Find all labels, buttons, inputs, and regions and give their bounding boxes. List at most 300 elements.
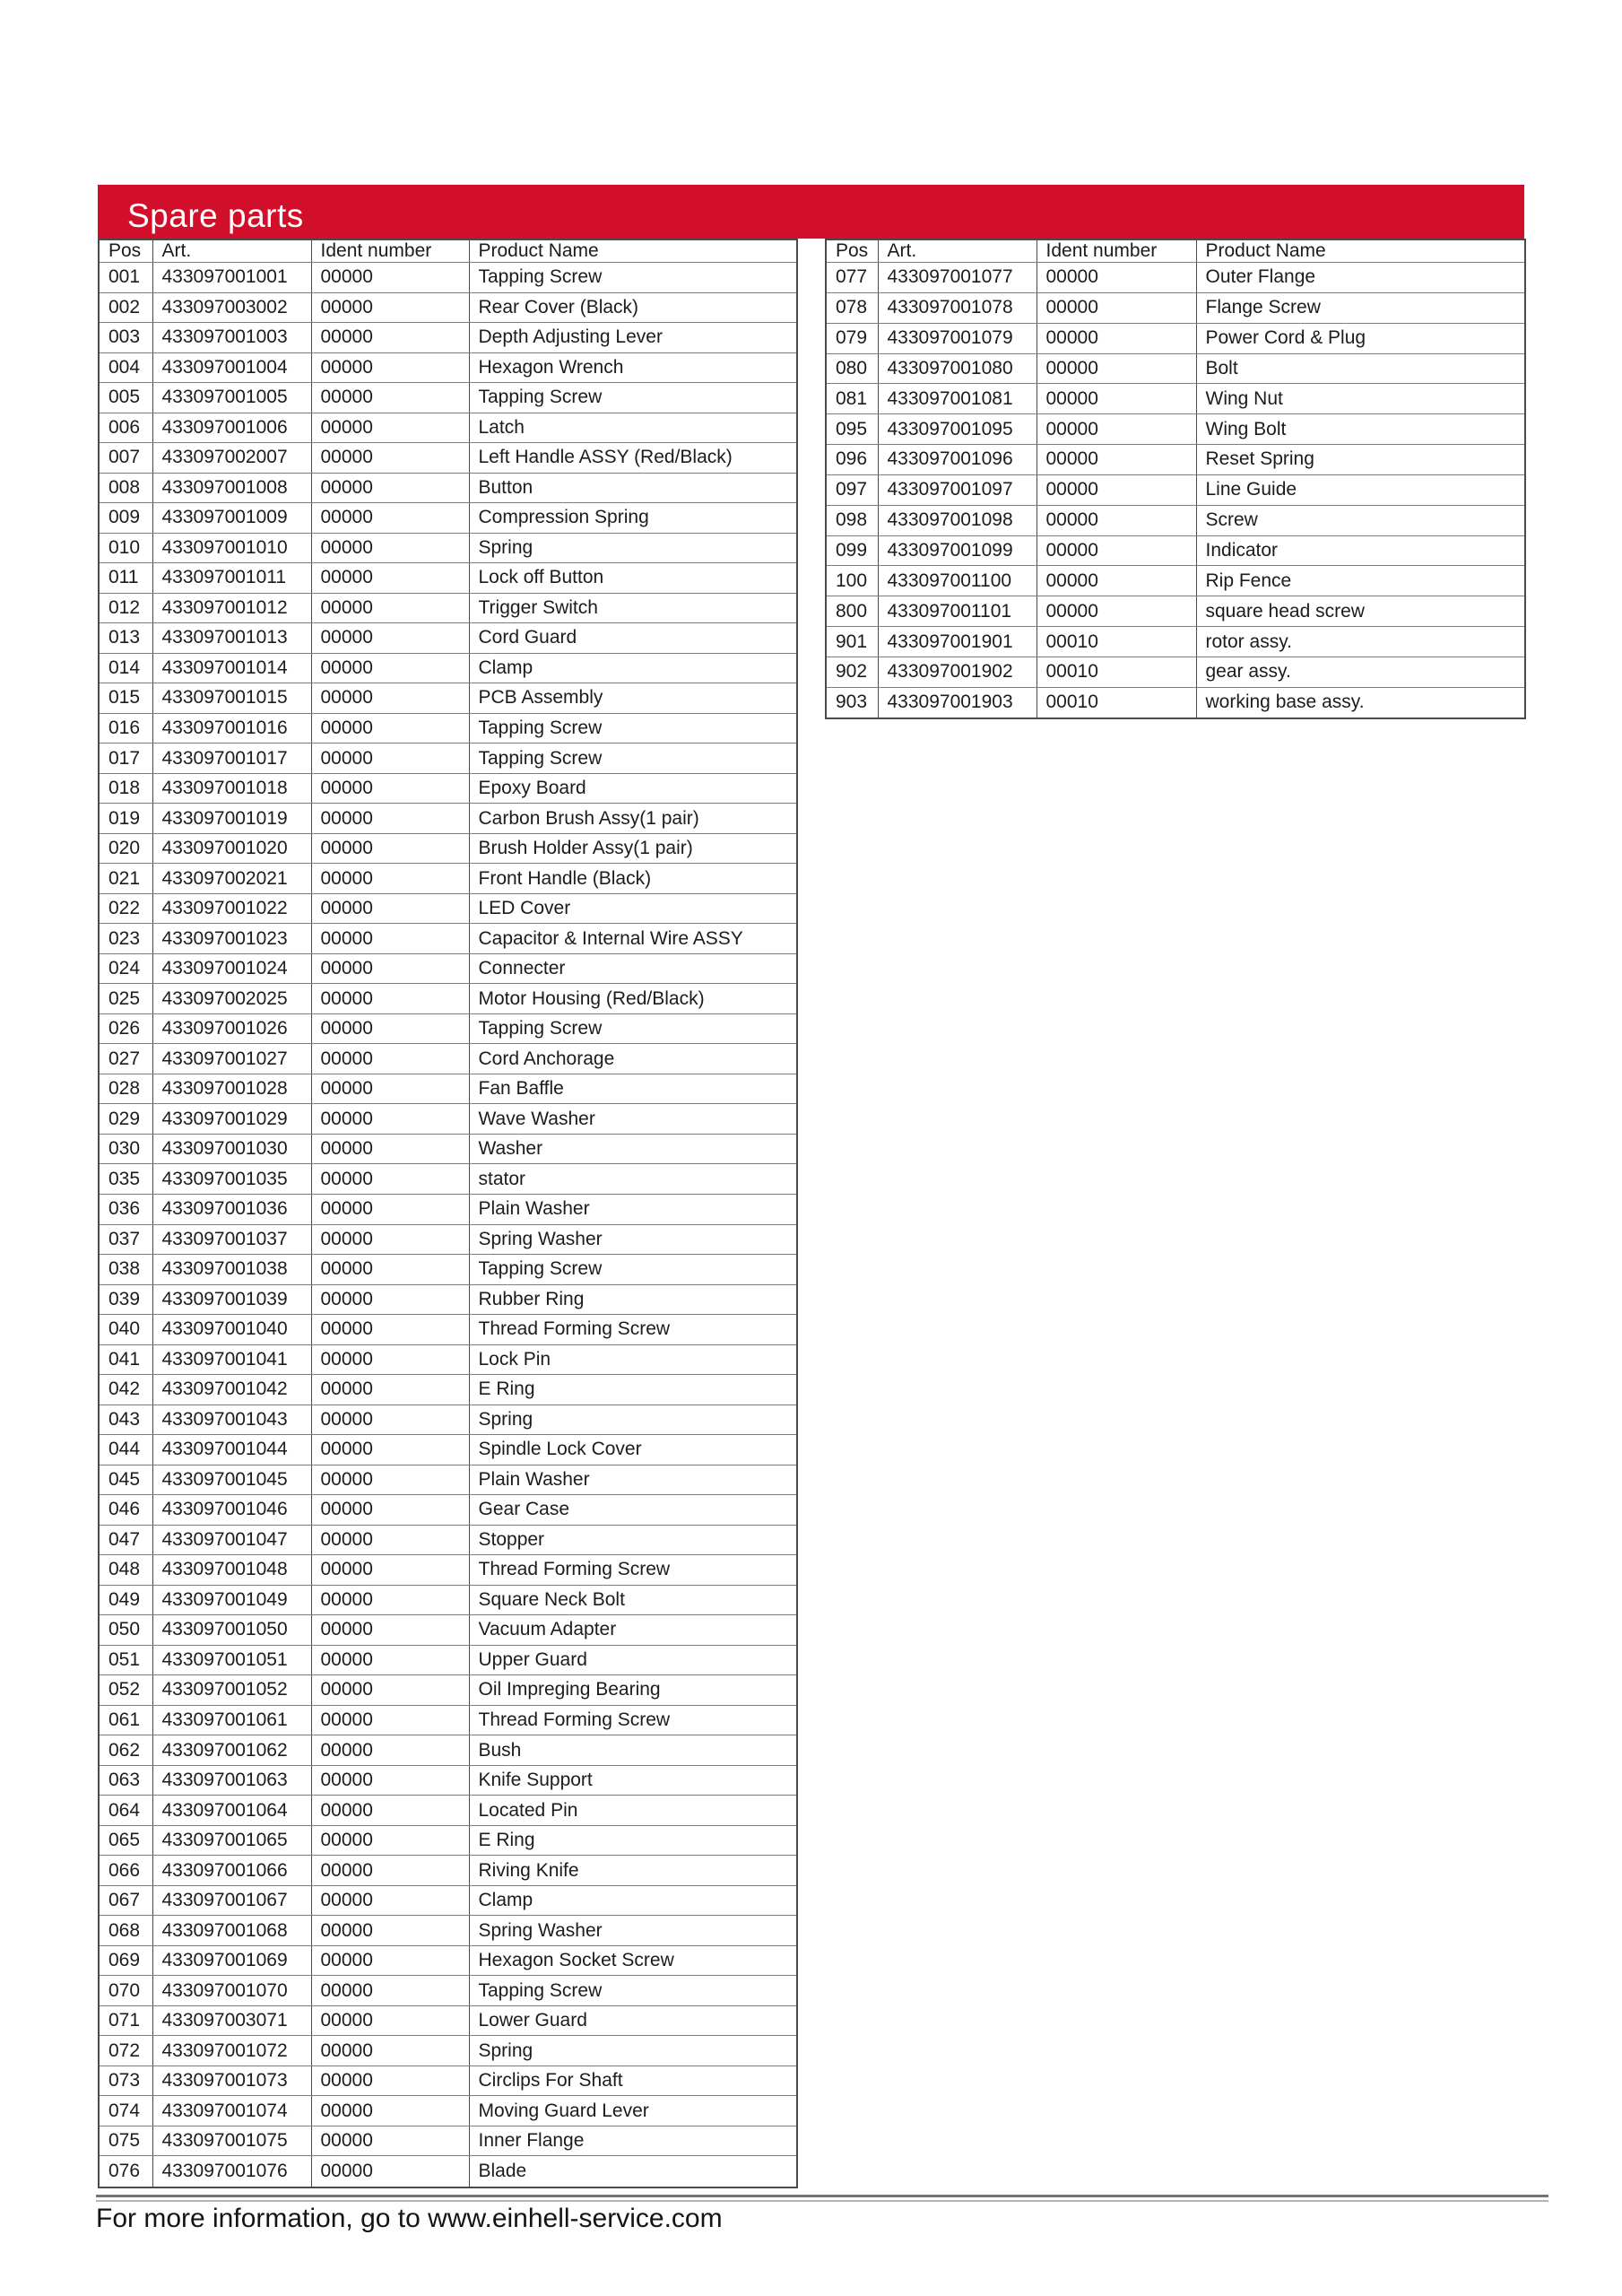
product-cell: Circlips For Shaft [469,2066,797,2096]
ident-cell: 00000 [311,683,469,714]
ident-cell: 00000 [311,383,469,413]
product-cell: Thread Forming Screw [469,1315,797,1345]
ident-cell: 00000 [311,443,469,474]
ident-cell: 00000 [311,292,469,323]
art-cell: 433097001029 [152,1104,311,1135]
ident-cell: 00000 [311,984,469,1014]
product-cell: Depth Adjusting Lever [469,323,797,353]
ident-cell: 00000 [311,1585,469,1615]
art-cell: 433097001061 [152,1705,311,1735]
ident-cell: 00000 [311,953,469,984]
pos-cell: 003 [99,323,152,353]
ident-cell: 00000 [311,1976,469,2006]
footer-divider [96,2195,1548,2202]
table-row [99,1375,797,1405]
art-cell: 433097001047 [152,1525,311,1555]
art-cell: 433097001015 [152,683,311,714]
table-row [99,533,797,563]
art-cell: 433097001062 [152,1735,311,1766]
pos-cell: 002 [99,292,152,323]
product-cell: Line Guide [1196,474,1525,505]
table-row [826,687,1525,718]
product-cell: Bush [469,1735,797,1766]
product-cell: Tapping Screw [469,744,797,774]
pos-cell: 048 [99,1555,152,1586]
pos-cell: 076 [99,2156,152,2187]
art-cell: 433097001068 [152,1916,311,1946]
ident-cell: 00000 [311,1405,469,1435]
pos-cell: 017 [99,744,152,774]
art-cell: 433097001006 [152,413,311,443]
ident-cell: 00000 [311,1044,469,1074]
header-row [826,239,1525,263]
table-row [99,263,797,293]
table-row [99,924,797,954]
table-row [99,503,797,534]
product-cell: Lock Pin [469,1344,797,1375]
art-cell: 433097001079 [878,323,1037,353]
product-cell: LED Cover [469,893,797,924]
product-cell: stator [469,1164,797,1195]
pos-cell: 045 [99,1465,152,1495]
pos-cell: 069 [99,1945,152,1976]
art-cell: 433097001074 [152,2096,311,2126]
pos-cell: 016 [99,713,152,744]
ident-cell: 00000 [311,1344,469,1375]
ident-cell: 00000 [311,1735,469,1766]
pos-cell: 008 [99,473,152,503]
ident-cell: 00000 [311,1465,469,1495]
ident-cell: 00000 [311,1224,469,1255]
art-cell: 433097001100 [878,566,1037,596]
art-cell: 433097001023 [152,924,311,954]
pos-cell: 004 [99,352,152,383]
art-cell: 433097001016 [152,713,311,744]
ident-cell: 00010 [1037,657,1196,687]
ident-cell: 00000 [311,1284,469,1315]
product-cell: Plain Washer [469,1194,797,1224]
art-cell: 433097001049 [152,1585,311,1615]
art-cell: 433097001078 [878,292,1037,323]
art-cell: 433097001011 [152,563,311,594]
product-cell: Epoxy Board [469,773,797,804]
pos-cell: 005 [99,383,152,413]
pos-cell: 068 [99,1916,152,1946]
pos-cell: 097 [826,474,878,505]
product-cell: Outer Flange [1196,263,1525,293]
art-cell: 433097001046 [152,1495,311,1526]
pos-cell: 080 [826,353,878,384]
ident-cell: 00000 [311,2126,469,2156]
art-cell: 433097001065 [152,1825,311,1856]
art-cell: 433097001042 [152,1375,311,1405]
product-cell: gear assy. [1196,657,1525,687]
art-cell: 433097001004 [152,352,311,383]
pos-cell: 062 [99,1735,152,1766]
table-row [99,953,797,984]
product-cell: Tapping Screw [469,1255,797,1285]
ident-cell: 00000 [311,1013,469,1044]
art-cell: 433097001073 [152,2066,311,2096]
table-row [99,893,797,924]
column-header-pos: Pos [826,239,878,263]
ident-cell: 00000 [311,864,469,894]
product-cell: Gear Case [469,1495,797,1526]
product-cell: Reset Spring [1196,445,1525,475]
product-cell: Plain Washer [469,1465,797,1495]
pos-cell: 028 [99,1074,152,1104]
pos-cell: 903 [826,687,878,718]
product-cell: Upper Guard [469,1645,797,1675]
pos-cell: 011 [99,563,152,594]
ident-cell: 00000 [311,1315,469,1345]
art-cell: 433097001022 [152,893,311,924]
pos-cell: 025 [99,984,152,1014]
table-row [99,292,797,323]
table-row [99,653,797,683]
art-cell: 433097001040 [152,1315,311,1345]
product-cell: Stopper [469,1525,797,1555]
pos-cell: 021 [99,864,152,894]
product-cell: square head screw [1196,596,1525,627]
ident-cell: 00000 [311,1555,469,1586]
pos-cell: 022 [99,893,152,924]
product-cell: Tapping Screw [469,713,797,744]
product-cell: Blade [469,2156,797,2187]
ident-cell: 00000 [311,2066,469,2096]
art-cell: 433097001003 [152,323,311,353]
ident-cell: 00000 [311,1945,469,1976]
pos-cell: 015 [99,683,152,714]
table-row [99,2066,797,2096]
art-cell: 433097001099 [878,535,1037,566]
ident-cell: 00000 [311,1615,469,1646]
pos-cell: 044 [99,1435,152,1465]
ident-cell: 00000 [311,1765,469,1796]
table-row [99,713,797,744]
ident-cell: 00000 [311,1375,469,1405]
product-cell: Clamp [469,653,797,683]
art-cell: 433097001024 [152,953,311,984]
column-header-ident-number: Ident number [311,239,469,263]
pos-cell: 098 [826,505,878,535]
art-cell: 433097001050 [152,1615,311,1646]
pos-cell: 046 [99,1495,152,1526]
table-row [99,1555,797,1586]
pos-cell: 023 [99,924,152,954]
ident-cell: 00000 [311,1074,469,1104]
column-header-product-name: Product Name [469,239,797,263]
art-cell: 433097001101 [878,596,1037,627]
product-cell: Rubber Ring [469,1284,797,1315]
art-cell: 433097001098 [878,505,1037,535]
table-row [99,352,797,383]
ident-cell: 00000 [1037,596,1196,627]
product-cell: Square Neck Bolt [469,1585,797,1615]
pos-cell: 013 [99,623,152,654]
art-cell: 433097002021 [152,864,311,894]
spare-parts-table-right [825,239,1526,719]
table-row [99,623,797,654]
ident-cell: 00000 [311,593,469,623]
art-cell: 433097001072 [152,2036,311,2066]
table-row [826,657,1525,687]
product-cell: Spring [469,2036,797,2066]
art-cell: 433097001001 [152,263,311,293]
art-cell: 433097001013 [152,623,311,654]
pos-cell: 043 [99,1405,152,1435]
pos-cell: 029 [99,1104,152,1135]
table-row [826,505,1525,535]
pos-cell: 095 [826,414,878,445]
table-row [99,1435,797,1465]
table-row [99,1615,797,1646]
product-cell: Rip Fence [1196,566,1525,596]
art-cell: 433097001070 [152,1976,311,2006]
pos-cell: 078 [826,292,878,323]
pos-cell: 010 [99,533,152,563]
art-cell: 433097001067 [152,1885,311,1916]
ident-cell: 00000 [311,503,469,534]
pos-cell: 050 [99,1615,152,1646]
table-row [99,383,797,413]
art-cell: 433097001005 [152,383,311,413]
art-cell: 433097002025 [152,984,311,1014]
art-cell: 433097001017 [152,744,311,774]
table-row [826,414,1525,445]
column-header-ident-number: Ident number [1037,239,1196,263]
product-cell: Cord Guard [469,623,797,654]
ident-cell: 00010 [1037,687,1196,718]
art-cell: 433097001035 [152,1164,311,1195]
ident-cell: 00000 [311,623,469,654]
table-row [826,596,1525,627]
pos-cell: 077 [826,263,878,293]
pos-cell: 079 [826,323,878,353]
table-row [99,593,797,623]
pos-cell: 009 [99,503,152,534]
pos-cell: 042 [99,1375,152,1405]
product-cell: Spindle Lock Cover [469,1435,797,1465]
table-row [99,864,797,894]
ident-cell: 00000 [311,1134,469,1164]
art-cell: 433097001019 [152,804,311,834]
table-row [99,1074,797,1104]
pos-cell: 073 [99,2066,152,2096]
table-row [99,2005,797,2036]
ident-cell: 00000 [311,2156,469,2187]
ident-cell: 00000 [311,2096,469,2126]
pos-cell: 040 [99,1315,152,1345]
pos-cell: 036 [99,1194,152,1224]
ident-cell: 00000 [1037,292,1196,323]
product-cell: Knife Support [469,1765,797,1796]
pos-cell: 075 [99,2126,152,2156]
pos-cell: 047 [99,1525,152,1555]
ident-cell: 00000 [311,1856,469,1886]
art-cell: 433097001051 [152,1645,311,1675]
table-row [99,984,797,1014]
art-cell: 433097001036 [152,1194,311,1224]
pos-cell: 071 [99,2005,152,2036]
table-row [99,1315,797,1345]
product-cell: Spring Washer [469,1916,797,1946]
ident-cell: 00000 [311,1104,469,1135]
product-cell: Lock off Button [469,563,797,594]
art-cell: 433097001008 [152,473,311,503]
ident-cell: 00000 [311,323,469,353]
pos-cell: 039 [99,1284,152,1315]
table-row [99,1495,797,1526]
column-header-art: Art. [878,239,1037,263]
ident-cell: 00000 [1037,474,1196,505]
ident-cell: 00000 [311,1194,469,1224]
pos-cell: 030 [99,1134,152,1164]
table-row [99,804,797,834]
table-row [99,1405,797,1435]
table-row [99,1735,797,1766]
product-cell: rotor assy. [1196,627,1525,657]
ident-cell: 00000 [311,1525,469,1555]
table-row [99,1255,797,1285]
table-row [99,1945,797,1976]
art-cell: 433097001095 [878,414,1037,445]
art-cell: 433097001018 [152,773,311,804]
table-row [99,773,797,804]
table-row [99,1224,797,1255]
art-cell: 433097001096 [878,445,1037,475]
table-row [99,744,797,774]
art-cell: 433097001014 [152,653,311,683]
pos-cell: 018 [99,773,152,804]
art-cell: 433097001076 [152,2156,311,2187]
pos-cell: 014 [99,653,152,683]
ident-cell: 00000 [311,413,469,443]
ident-cell: 00000 [311,2036,469,2066]
pos-cell: 052 [99,1675,152,1706]
ident-cell: 00000 [1037,566,1196,596]
ident-cell: 00000 [1037,263,1196,293]
product-cell: Flange Screw [1196,292,1525,323]
product-cell: Latch [469,413,797,443]
product-cell: Brush Holder Assy(1 pair) [469,833,797,864]
pos-cell: 072 [99,2036,152,2066]
table-row [99,1525,797,1555]
art-cell: 433097001039 [152,1284,311,1315]
ident-cell: 00000 [311,563,469,594]
product-cell: Screw [1196,505,1525,535]
product-cell: Carbon Brush Assy(1 pair) [469,804,797,834]
product-cell: Spring Washer [469,1224,797,1255]
table-row [99,1284,797,1315]
pos-cell: 024 [99,953,152,984]
art-cell: 433097001038 [152,1255,311,1285]
product-cell: Left Handle ASSY (Red/Black) [469,443,797,474]
table-row [826,627,1525,657]
ident-cell: 00000 [311,1675,469,1706]
table-row [99,2036,797,2066]
art-cell: 433097001077 [878,263,1037,293]
ident-cell: 00000 [1037,414,1196,445]
column-header-pos: Pos [99,239,152,263]
pos-cell: 006 [99,413,152,443]
ident-cell: 00000 [311,1796,469,1826]
product-cell: Located Pin [469,1796,797,1826]
table-row [99,2096,797,2126]
pos-cell: 001 [99,263,152,293]
pos-cell: 074 [99,2096,152,2126]
ident-cell: 00000 [311,352,469,383]
ident-cell: 00000 [311,773,469,804]
product-cell: Riving Knife [469,1856,797,1886]
product-cell: Tapping Screw [469,1013,797,1044]
ident-cell: 00000 [311,893,469,924]
table-row [99,1134,797,1164]
page-title: Spare parts [127,196,304,234]
art-cell: 433097003002 [152,292,311,323]
pos-cell: 070 [99,1976,152,2006]
product-cell: Lower Guard [469,2005,797,2036]
column-header-art: Art. [152,239,311,263]
table-row [99,2126,797,2156]
ident-cell: 00000 [311,804,469,834]
art-cell: 433097001020 [152,833,311,864]
product-cell: Capacitor & Internal Wire ASSY [469,924,797,954]
table-row [99,2156,797,2187]
ident-cell: 00000 [311,1645,469,1675]
pos-cell: 100 [826,566,878,596]
art-cell: 433097001902 [878,657,1037,687]
pos-cell: 026 [99,1013,152,1044]
product-cell: Oil Impreging Bearing [469,1675,797,1706]
pos-cell: 020 [99,833,152,864]
art-cell: 433097001037 [152,1224,311,1255]
art-cell: 433097001010 [152,533,311,563]
art-cell: 433097001026 [152,1013,311,1044]
product-cell: Connecter [469,953,797,984]
table-row [826,353,1525,384]
product-cell: Button [469,473,797,503]
art-cell: 433097001012 [152,593,311,623]
ident-cell: 00000 [311,533,469,563]
art-cell: 433097001063 [152,1765,311,1796]
art-cell: 433097001069 [152,1945,311,1976]
table-row [99,413,797,443]
ident-cell: 00000 [1037,535,1196,566]
art-cell: 433097001901 [878,627,1037,657]
pos-cell: 019 [99,804,152,834]
ident-cell: 00000 [311,473,469,503]
product-cell: Fan Baffle [469,1074,797,1104]
pos-cell: 027 [99,1044,152,1074]
art-cell: 433097001903 [878,687,1037,718]
ident-cell: 00000 [311,713,469,744]
table-row [99,1013,797,1044]
product-cell: Spring [469,1405,797,1435]
ident-cell: 00010 [1037,627,1196,657]
art-cell: 433097001009 [152,503,311,534]
table-row [99,1645,797,1675]
pos-cell: 096 [826,445,878,475]
pos-cell: 902 [826,657,878,687]
art-cell: 433097001027 [152,1044,311,1074]
product-cell: Wing Bolt [1196,414,1525,445]
art-cell: 433097001066 [152,1856,311,1886]
pos-cell: 012 [99,593,152,623]
ident-cell: 00000 [311,263,469,293]
table-row [99,1194,797,1224]
product-cell: Compression Spring [469,503,797,534]
